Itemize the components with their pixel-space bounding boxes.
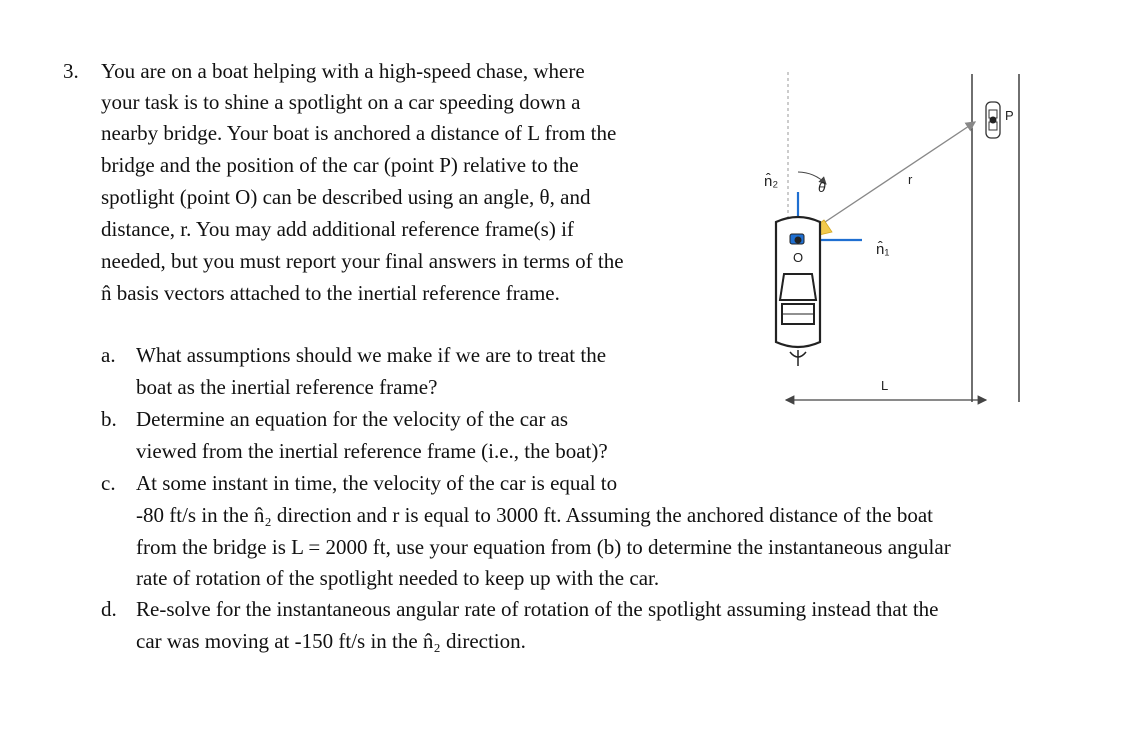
part-c-line: At some instant in time, the velocity of the car is equal to — [136, 471, 618, 495]
intro-line: n̂ basis vectors attached to the inertial reference frame. — [101, 281, 560, 305]
part-c-label: c. — [101, 471, 116, 495]
intro-line: needed, but you must report your final answers in terms of the — [101, 249, 624, 273]
part-a-label: a. — [101, 343, 116, 367]
intro-line: bridge and the position of the car (point P) relative to the — [101, 153, 579, 177]
part-c-line: rate of rotation of the spotlight needed to keep up with the car. — [136, 566, 660, 590]
point-o-dot — [795, 237, 802, 244]
part-d-line: car was moving at -150 ft/s in the n̂₂ direction. — [136, 629, 526, 653]
part-d-line: Re-solve for the instantaneous angular rate of rotation of the spotlight assuming instead that the — [136, 597, 939, 621]
part-b-label: b. — [101, 407, 117, 431]
part-a-line: What assumptions should we make if we are to treat the — [136, 343, 607, 367]
intro-line: nearby bridge. Your boat is anchored a distance of L from the — [101, 121, 617, 145]
intro-line: You are on a boat helping with a high-speed chase, where — [101, 59, 585, 83]
n2-label: n̂₂ — [764, 173, 779, 190]
part-a-line: boat as the inertial reference frame? — [136, 375, 438, 399]
part-c-line: -80 ft/s in the n̂₂ direction and r is equal to 3000 ft. Assuming the anchored distance of the boat — [136, 503, 933, 527]
theta-label: θ — [818, 179, 826, 195]
o-label: O — [793, 250, 804, 265]
n1-label: n̂₁ — [876, 241, 890, 258]
part-d-label: d. — [101, 597, 117, 621]
problem-number: 3. — [63, 59, 79, 83]
p-label: P — [1005, 108, 1014, 123]
intro-line: spotlight (point O) can be described using an angle, θ, and — [101, 185, 591, 209]
r-label: r — [908, 172, 913, 187]
boat-spotlight-diagram — [740, 62, 1040, 412]
car-icon — [986, 102, 1000, 138]
l-label: L — [881, 378, 889, 393]
part-c-line: from the bridge is L = 2000 ft, use your equation from (b) to determine the instantaneous angular — [136, 535, 951, 559]
intro-line: distance, r. You may add additional reference frame(s) if — [101, 217, 574, 241]
part-b-line: viewed from the inertial reference frame (i.e., the boat)? — [136, 439, 608, 463]
intro-line: your task is to shine a spotlight on a car speeding down a — [101, 90, 581, 114]
part-b-line: Determine an equation for the velocity of the car as — [136, 407, 569, 431]
